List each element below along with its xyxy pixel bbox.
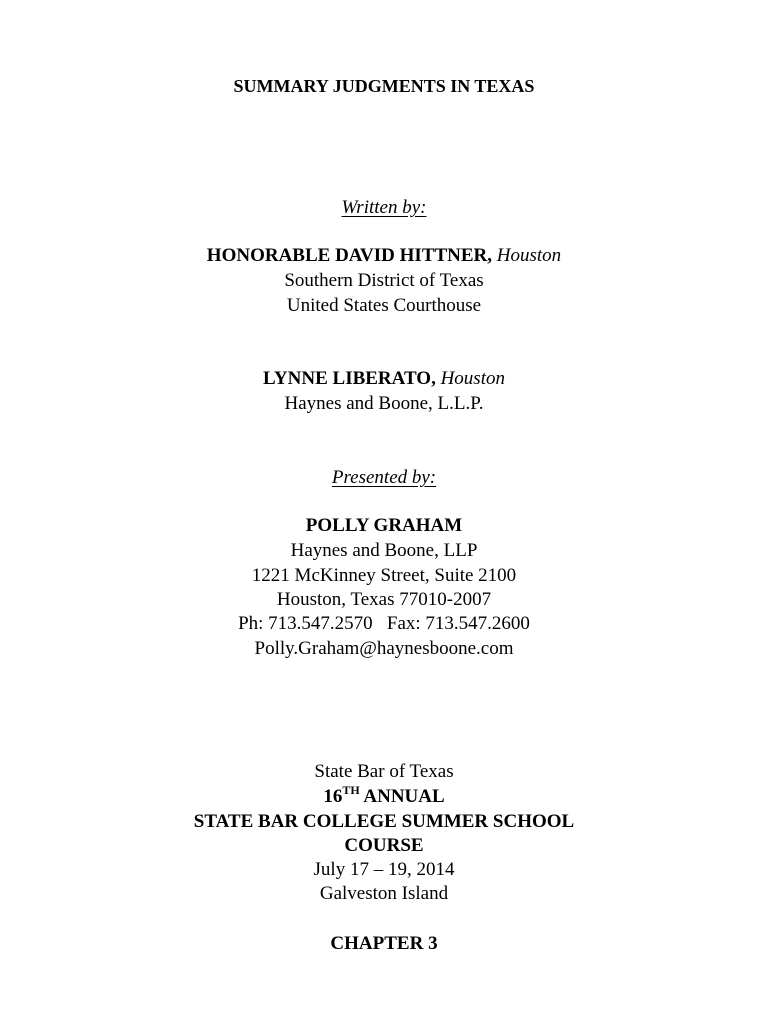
- author-1-heading: [0, 244, 768, 268]
- event-course-line-1: STATE BAR COLLEGE SUMMER SCHOOL: [193, 811, 575, 832]
- author-2-city: Houston: [440, 368, 505, 389]
- event-organization: State Bar of Texas: [314, 761, 454, 782]
- presenter-name: POLLY GRAHAM: [305, 515, 463, 536]
- presenter-firm: Haynes and Boone, LLP: [290, 540, 478, 561]
- event-location: Galveston Island: [319, 883, 449, 904]
- chapter-label: CHAPTER 3: [330, 933, 438, 954]
- author-1-name: HONORABLE DAVID HITTNER,: [206, 245, 493, 266]
- event-edition-suffix: TH: [342, 782, 360, 797]
- event-edition: [0, 782, 768, 809]
- event-course-line-2: COURSE: [344, 835, 424, 856]
- author-2-heading: [0, 367, 768, 391]
- presenter-street: 1221 McKinney Street, Suite 2100: [251, 565, 517, 586]
- event-edition-number: 16: [323, 786, 343, 807]
- event-dates: July 17 – 19, 2014: [313, 859, 455, 880]
- document-title: SUMMARY JUDGMENTS IN TEXAS: [233, 76, 535, 96]
- presented-by-heading: [0, 466, 768, 490]
- author-2-name: LYNNE LIBERATO,: [263, 368, 436, 389]
- author-1-affiliation-2: United States Courthouse: [286, 295, 482, 316]
- presenter-phone-fax: Ph: 713.547.2570 Fax: 713.547.2600: [238, 613, 530, 634]
- author-2-affiliation-1: Haynes and Boone, L.L.P.: [284, 393, 484, 414]
- presenter-email: Polly.Graham@haynesboone.com: [254, 638, 514, 659]
- written-by-label: Written by:: [341, 197, 427, 218]
- presented-by-label: Presented by:: [331, 467, 437, 488]
- presenter-city-state-zip: Houston, Texas 77010-2007: [276, 589, 492, 610]
- written-by-heading: [0, 196, 768, 220]
- author-1-city: Houston: [496, 245, 562, 266]
- event-edition-word: ANNUAL: [363, 786, 445, 807]
- author-1-affiliation-1: Southern District of Texas: [284, 270, 484, 291]
